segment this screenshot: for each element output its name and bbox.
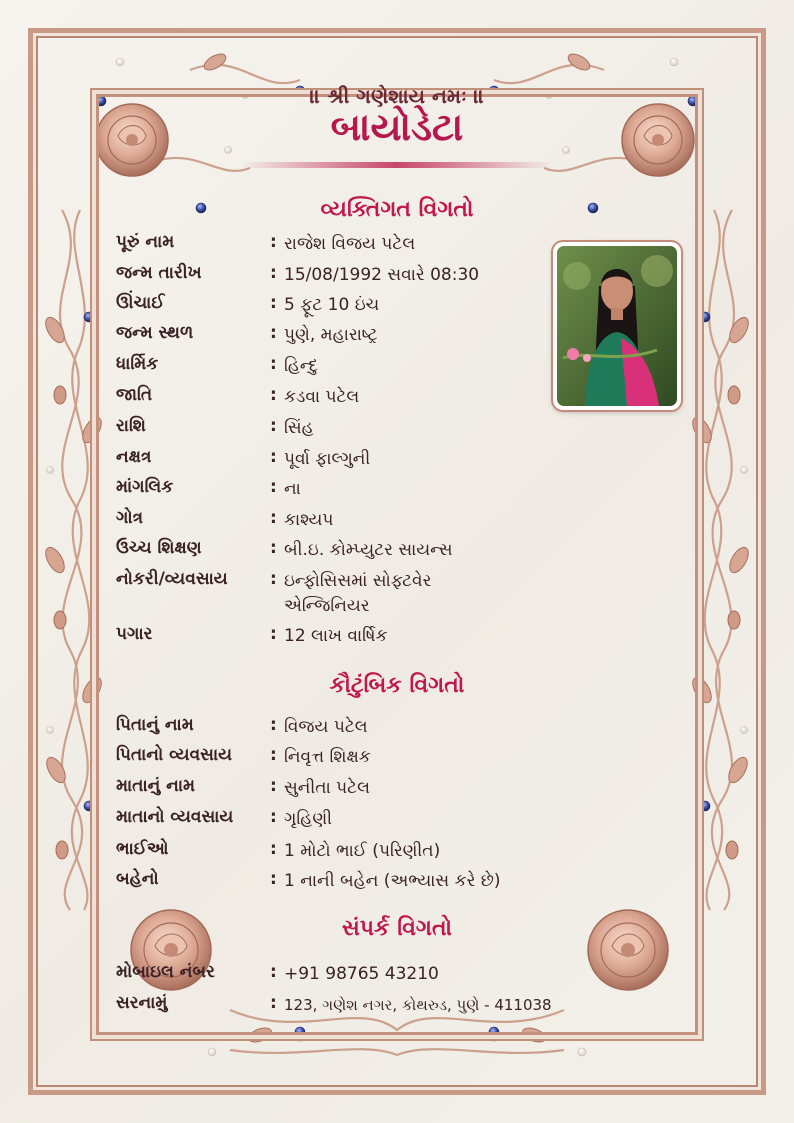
row-label: ઉચ્ચ શિક્ષણ [116, 538, 202, 558]
row-colon: : [270, 715, 277, 735]
row-colon: : [270, 839, 277, 859]
row-label: જન્મ સ્થળ [116, 323, 194, 343]
row-label: ધાર્મિક [116, 354, 159, 374]
row-label: ગોત્ર [116, 508, 144, 528]
row-colon: : [270, 323, 277, 343]
row-value: પૂર્વા ફાલ્ગુની [284, 449, 371, 469]
row-label: પગાર [116, 624, 153, 644]
row-value: ના [284, 479, 301, 499]
row-colon: : [270, 232, 277, 252]
row-colon: : [270, 962, 277, 982]
section-heading-personal: વ્યક્તિગત વિગતો [320, 197, 474, 222]
row-colon: : [270, 624, 277, 644]
row-label: ઊંચાઈ [116, 293, 165, 313]
row-value: રાજેશ વિજય પટેલ [284, 234, 416, 254]
row-label: ભાઈઓ [116, 839, 169, 859]
row-value: કાશ્યપ [284, 510, 334, 530]
ganesh-invocation: ॥ શ્રી ગણેશાય નમઃ ॥ [309, 84, 485, 108]
row-label: માંગલિક [116, 477, 174, 497]
row-value: 15/08/1992 સવારે 08:30 [284, 265, 480, 285]
row-value: ઇન્ફોસિસમાં સોફ્ટવેર એન્જિનિયર [284, 571, 432, 616]
row-value: વિજય પટેલ [284, 717, 368, 737]
row-label: નોકરી/વ્યવસાય [116, 569, 228, 589]
row-colon: : [270, 993, 277, 1013]
row-colon: : [270, 477, 277, 497]
row-colon: : [270, 263, 277, 283]
row-value: 1 મોટો ભાઈ (પરિણીત) [284, 841, 441, 861]
row-value: 5 ફૂટ 10 ઇંચ [284, 295, 380, 315]
row-label: જાતિ [116, 385, 153, 405]
row-label: પિતાનું નામ [116, 715, 194, 735]
row-label: માતાનું નામ [116, 776, 196, 796]
row-label: મોબાઇલ નંબર [116, 962, 215, 982]
row-colon: : [270, 354, 277, 374]
row-colon: : [270, 869, 277, 889]
row-colon: : [270, 538, 277, 558]
row-colon: : [270, 385, 277, 405]
page-title: બાયોડેટા [330, 104, 464, 149]
row-value: 1 નાની બહેન (અભ્યાસ કરે છે) [284, 871, 501, 891]
row-value: નિવૃત્ત શિક્ષક [284, 747, 371, 767]
row-label: સરનામું [116, 993, 168, 1013]
row-colon: : [270, 776, 277, 796]
profile-photo [553, 242, 681, 410]
row-colon: : [270, 508, 277, 528]
row-value: પુણે, મહારાષ્ટ્ર [284, 325, 378, 345]
row-colon: : [270, 569, 277, 589]
row-label: નક્ષત્ર [116, 447, 152, 467]
row-value: બી.ઇ. કોમ્પ્યુટર સાયન્સ [284, 540, 453, 560]
row-colon: : [270, 416, 277, 436]
row-value: હિન્દુ [284, 356, 318, 376]
row-value: કડવા પટેલ [284, 387, 360, 407]
row-label: રાશિ [116, 416, 146, 436]
row-value: +91 98765 43210 [284, 964, 439, 984]
section-heading-family: કૌટુંબિક વિગતો [329, 673, 465, 698]
row-colon: : [270, 745, 277, 765]
row-colon: : [270, 447, 277, 467]
row-label: જન્મ તારીખ [116, 263, 202, 283]
row-label: પિતાનો વ્યવસાય [116, 745, 233, 765]
row-label: માતાનો વ્યવસાય [116, 807, 234, 827]
row-label: બહેનો [116, 869, 159, 889]
title-divider [240, 162, 554, 168]
row-value: ગૃહિણી [284, 809, 333, 829]
section-heading-contact: સંપર્ક વિગતો [341, 916, 453, 941]
portrait-image [557, 246, 677, 406]
row-colon: : [270, 293, 277, 313]
row-value: સિંહ [284, 418, 314, 438]
row-value: 12 લાખ વાર્ષિક [284, 626, 388, 646]
row-label: પૂરું નામ [116, 232, 175, 252]
row-colon: : [270, 807, 277, 827]
row-value: 123, ગણેશ નગર, કોથરુડ, પુણે - 411038 [284, 996, 552, 1014]
row-value: સુનીતા પટેલ [284, 778, 370, 798]
